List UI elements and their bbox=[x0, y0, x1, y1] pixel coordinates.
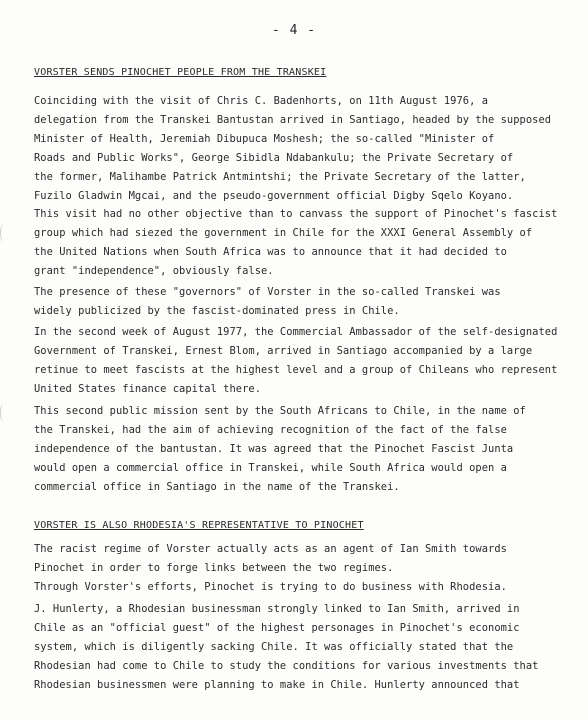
text-line: delegation from the Transkei Bantustan arrived in Santiago, headed by the supposed bbox=[34, 114, 552, 126]
paragraph-second-mission bbox=[34, 402, 559, 497]
text-line: The presence of these "governors" of Vorster in the so-called Transkei was bbox=[34, 286, 501, 298]
text-line: The racist regime of Vorster actually acts as an agent of Ian Smith towards bbox=[34, 543, 507, 555]
text-line: Through Vorster's efforts, Pinochet is trying to do business with Rhodesia. bbox=[34, 581, 507, 593]
text-line: the former, Malihambe Patrick Antmintshi; the Private Secretary of the latter, bbox=[34, 171, 526, 183]
text-line: the Transkei, had the aim of achieving recognition of the fact of the false bbox=[34, 424, 507, 436]
paragraph-racist-regime bbox=[34, 540, 559, 597]
section-heading-rhodesia: VORSTER IS ALSO RHODESIA'S REPRESENTATIVE TO PINOCHET bbox=[34, 520, 364, 531]
text-line: Rhodesian businessmen were planning to make in Chile. Hunlerty announced that bbox=[34, 679, 520, 691]
paragraph-delegation bbox=[34, 92, 559, 206]
text-line: This visit had no other objective than to canvass the support of Pinochet's fascist bbox=[34, 208, 558, 220]
text-line: system, which is diligently sacking Chile. It was officially stated that the bbox=[34, 641, 514, 653]
scan-margin-mark bbox=[0, 224, 7, 242]
text-line: Minister of Health, Jeremiah Dibupuca Moshesh; the so-called "Minister of bbox=[34, 133, 495, 145]
paragraph-visit-objective bbox=[34, 205, 559, 281]
text-line: This second public mission sent by the South Africans to Chile, in the name of bbox=[34, 405, 526, 417]
text-line: group which had siezed the government in Chile for the XXXI General Assembly of bbox=[34, 227, 533, 239]
text-line: Fuzilo Gladwin Mgcai, and the pseudo-government official Digby Sqelo Koyano. bbox=[34, 190, 514, 202]
text-line: would open a commercial office in Transkei, while South Africa would open a bbox=[34, 462, 507, 474]
text-line: Coinciding with the visit of Chris C. Badenhorts, on 11th August 1976, a bbox=[34, 95, 489, 107]
text-line: commercial office in Santiago in the name of the Transkei. bbox=[34, 481, 400, 493]
text-line: widely publicized by the fascist-dominated press in Chile. bbox=[34, 305, 400, 317]
text-line: Government of Transkei, Ernest Blom, arrived in Santiago accompanied by a large bbox=[34, 345, 533, 357]
paragraph-hunlerty bbox=[34, 600, 559, 695]
text-line: Pinochet in order to forge links between the two regimes. bbox=[34, 562, 394, 574]
page-number: - 4 - bbox=[271, 23, 317, 38]
text-line: Roads and Public Works", George Sibidla Ndabankulu; the Private Secretary of bbox=[34, 152, 514, 164]
paragraph-commercial-ambassador bbox=[34, 323, 559, 399]
text-line: J. Hunlerty, a Rhodesian businessman strongly linked to Ian Smith, arrived in bbox=[34, 603, 520, 615]
text-line: Rhodesian had come to Chile to study the conditions for various investments that bbox=[34, 660, 539, 672]
scan-margin-mark bbox=[0, 404, 7, 422]
text-line: grant "independence", obviously false. bbox=[34, 265, 274, 277]
text-line: Chile as an "official guest" of the highest personages in Pinochet's economic bbox=[34, 622, 520, 634]
text-line: United States finance capital there. bbox=[34, 383, 262, 395]
text-line: independence of the bantustan. It was agreed that the Pinochet Fascist Junta bbox=[34, 443, 514, 455]
text-line: the United Nations when South Africa was to announce that it had decided to bbox=[34, 246, 507, 258]
text-line: In the second week of August 1977, the Commercial Ambassador of the self-designated bbox=[34, 326, 558, 338]
text-line: retinue to meet fascists at the highest level and a group of Chileans who represent bbox=[34, 364, 558, 376]
section-heading-transkei: VORSTER SENDS PINOCHET PEOPLE FROM THE TRANSKEI bbox=[34, 67, 327, 78]
paragraph-presence bbox=[34, 283, 559, 321]
